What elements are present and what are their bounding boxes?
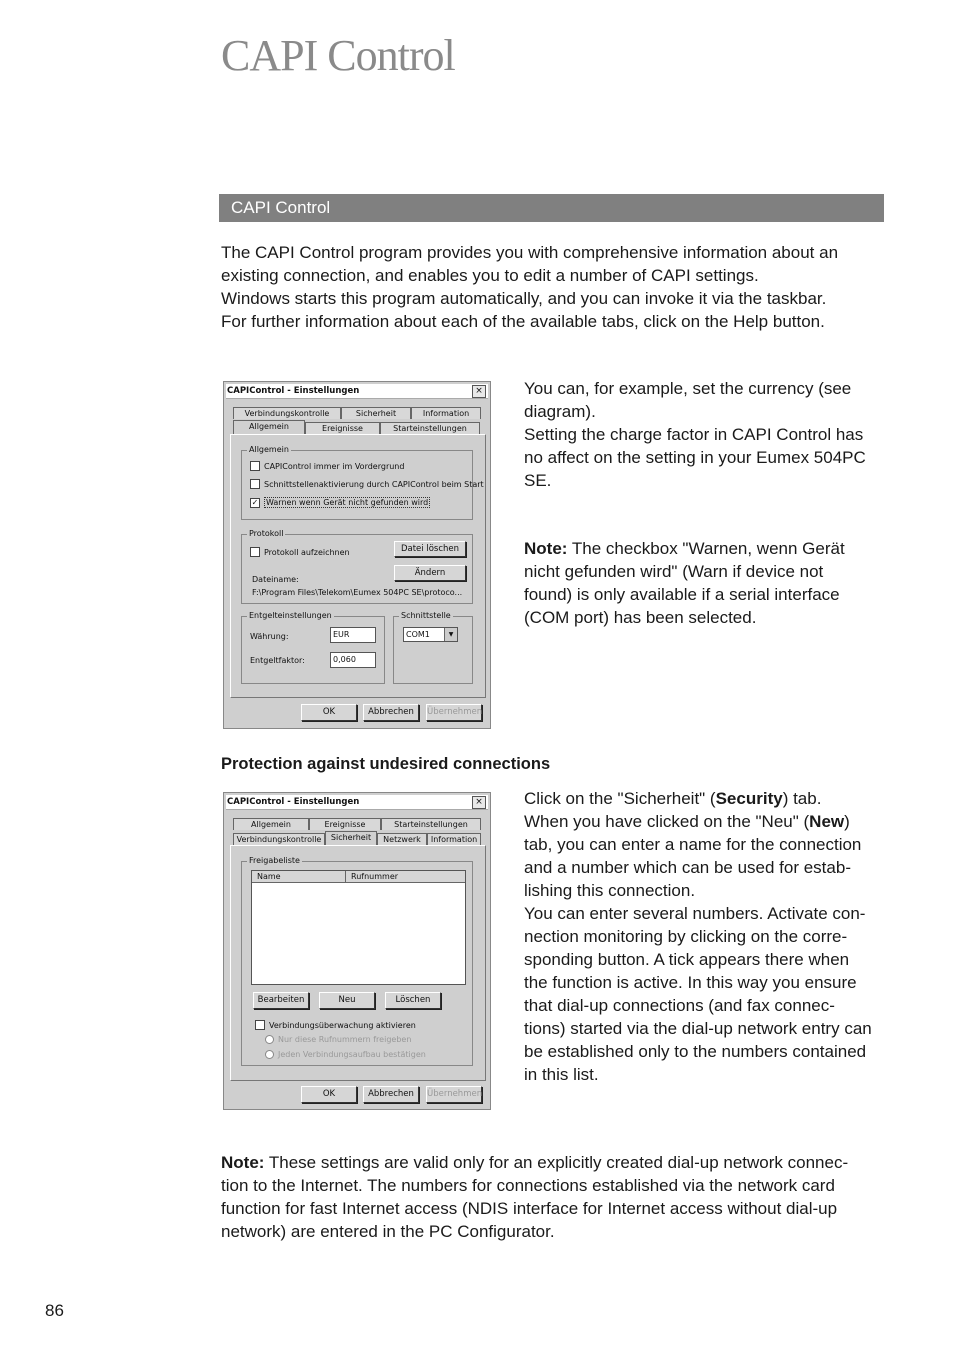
text-line: The checkbox "Warnen, wenn Gerät [567,539,845,558]
radio-label: Nur diese Rufnummern freigeben [278,1035,412,1044]
text-line: that dial-up connections (and fax connec- [524,996,835,1015]
tab-sicherheit[interactable]: Sicherheit [341,407,411,419]
filename-value: F:\Program Files\Telekom\Eumex 504PC SE\protoco... [252,588,463,597]
page-title: CAPI Control [221,31,455,80]
subheading: Protection against undesired connections [221,755,551,773]
text-line: in this list. [524,1065,599,1084]
checkbox-label: Schnittstellenaktivierung durch CAPIControl beim Start [264,479,484,489]
text-segment: ) [844,812,850,831]
tab-verbindungskontrolle[interactable]: Verbindungskontrolle [233,407,341,419]
dialog-title: CAPIControl - Einstellungen [227,386,360,396]
release-list[interactable] [251,870,466,985]
dialog-titlebar [226,795,488,810]
text-segment: ) tab. [782,789,822,808]
checkbox-interface-activation[interactable] [250,479,484,489]
filename-label: Dateiname: [252,575,299,584]
currency-field[interactable]: EUR [330,627,376,643]
tab-ereignisse[interactable]: Ereignisse [309,818,381,830]
ok-button[interactable]: OK [301,704,357,721]
tab-ereignisse[interactable]: Ereignisse [305,422,380,434]
text-line: Setting the charge factor in CAPI Control has [524,425,864,444]
close-icon[interactable]: × [472,796,486,809]
text-segment: Click on the "Sicherheit" ( [524,789,716,808]
edit-button[interactable]: Bearbeiten [253,992,309,1009]
text-line: be established only to the numbers contained [524,1042,867,1061]
checkbox-protocol[interactable] [250,547,350,557]
radio-circle[interactable] [265,1050,274,1059]
chevron-down-icon[interactable]: ▼ [444,628,457,641]
tab-sicherheit[interactable]: Sicherheit [325,831,377,845]
checkbox-box[interactable] [250,461,260,471]
text-line: lishing this connection. [524,881,696,900]
ok-button[interactable]: OK [301,1086,357,1103]
text-line: function for fast Internet access (NDIS interface for Internet access without dial-up [221,1199,838,1218]
note-label: Note: [221,1153,265,1172]
section-heading-bar [219,194,884,222]
text-line: the function is active. In this way you ensure [524,973,857,992]
text-line: diagram). [524,402,596,421]
factor-label: Entgeltfaktor: [250,656,305,665]
tab-information[interactable]: Information [427,833,481,845]
checkbox-label: Warnen wenn Gerät nicht gefunden wird [266,498,429,507]
intro-line: existing connection, and enables you to edit a number of CAPI settings. [221,266,759,285]
intro-line: Windows starts this program automatically, and you can invoke it via the taskbar. [221,289,827,308]
intro-paragraph [221,241,838,333]
text-bold: Security [715,789,783,808]
section-heading: CAPI Control [231,198,331,217]
text-line: nection monitoring by clicking on the corre- [524,927,848,946]
tab-starteinstellungen[interactable]: Starteinstellungen [381,818,481,830]
interface-select[interactable] [403,627,458,642]
intro-line: For further information about each of the available tabs, click on the Help button. [221,312,825,331]
text-line: sponding button. A tick appears there when [524,950,850,969]
text-line: (COM port) has been selected. [524,608,757,627]
column-header-number[interactable]: Rufnummer [346,871,465,883]
side-text-2 [524,787,872,1086]
checkbox-connection-monitoring[interactable] [255,1020,416,1030]
checkbox-label: Protokoll aufzeichnen [264,547,350,557]
dialog-title: CAPIControl - Einstellungen [227,797,360,807]
tab-netzwerk[interactable]: Netzwerk [377,833,427,845]
text-line: SE. [524,471,552,490]
text-line: These settings are valid only for an explicitly created dial-up network connec- [264,1153,849,1172]
close-icon[interactable]: × [472,385,486,398]
change-button[interactable]: Ändern [394,565,466,581]
dialog-titlebar [226,384,488,399]
delete-button[interactable]: Löschen [385,992,441,1009]
text-line: You can enter several numbers. Activate con- [524,904,866,923]
checkbox-label: CAPIControl immer im Vordergrund [264,461,405,471]
group-legend: Allgemein [249,445,289,454]
note-label: Note: [524,539,568,558]
group-legend: Schnittstelle [401,611,451,620]
checkbox-box[interactable] [250,479,260,489]
group-legend: Protokoll [249,529,284,538]
cancel-button[interactable]: Abbrechen [363,1086,419,1103]
text-line: nicht gefunden wird" (Warn if device not [524,562,824,581]
text-line: and a number which can be used for estab- [524,858,851,877]
radio-only-these-numbers[interactable] [265,1035,411,1044]
checkbox-box[interactable] [255,1020,265,1030]
radio-circle[interactable] [265,1035,274,1044]
text-line: network) are entered in the PC Configurator. [221,1222,555,1241]
text-line: no affect on the setting in your Eumex 504PC [524,448,866,467]
cancel-button[interactable]: Abbrechen [363,704,419,721]
note-2 [221,1151,848,1243]
group-legend: Freigabeliste [249,856,300,865]
factor-field[interactable]: 0,060 [330,652,376,668]
text-segment: When you have clicked on the "Neu" ( [524,812,810,831]
tab-starteinstellungen[interactable]: Starteinstellungen [380,422,480,434]
currency-label: Währung: [250,632,289,641]
page-number: 86 [45,1301,64,1320]
side-text-1 [524,377,866,492]
tab-allgemein[interactable]: Allgemein [233,420,305,434]
tab-allgemein[interactable]: Allgemein [233,818,309,830]
group-legend: Entgelteinstellungen [249,611,332,620]
checkmark-icon[interactable]: ✓ [251,497,259,507]
checkbox-warn-device[interactable] [250,497,430,508]
checkbox-label: Verbindungsüberwachung aktivieren [269,1020,416,1030]
tab-verbindungskontrolle[interactable]: Verbindungskontrolle [233,833,325,845]
checkbox-box[interactable] [250,547,260,557]
note-1 [524,537,845,629]
tab-information[interactable]: Information [411,407,481,419]
new-button[interactable]: Neu [319,992,375,1009]
apply-button[interactable]: Übernehmen [426,704,482,721]
text-bold: New [809,812,845,831]
intro-line: The CAPI Control program provides you with comprehensive information about an [221,243,839,262]
text-line: found) is only available if a serial interface [524,585,840,604]
text-line: tion to the Internet. The numbers for connections established via the network card [221,1176,835,1195]
text-line: You can, for example, set the currency (see [524,379,852,398]
text-line: tions) started via the dial-up network entry can [524,1019,872,1038]
radio-label: Jeden Verbindungsaufbau bestätigen [278,1050,426,1059]
settings-dialog-general [223,381,491,729]
column-header-name[interactable]: Name [252,871,346,883]
settings-dialog-security [223,792,491,1110]
interface-value: COM1 [406,630,430,639]
apply-button[interactable]: Übernehmen [426,1086,482,1103]
text-line: tab, you can enter a name for the connection [524,835,862,854]
radio-confirm-each[interactable] [265,1050,426,1059]
delete-file-button[interactable]: Datei löschen [394,541,466,557]
checkbox-always-foreground[interactable] [250,461,404,471]
